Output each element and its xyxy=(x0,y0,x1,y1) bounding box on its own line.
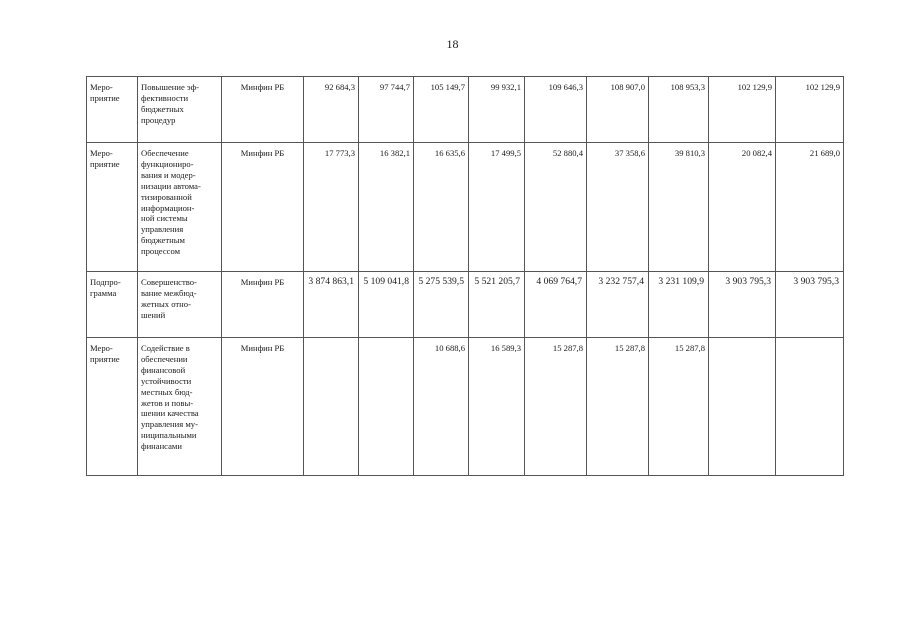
executor-cell xyxy=(222,143,304,272)
value-cell: 102 129,9 xyxy=(776,77,844,143)
row-type-cell xyxy=(87,77,138,143)
value-cell: 3 232 757,4 xyxy=(587,272,649,338)
value-cell: 17 499,5 xyxy=(469,143,525,272)
value-cell: 108 907,0 xyxy=(587,77,649,143)
value-cell: 16 382,1 xyxy=(359,143,414,272)
row-name-cell-text: Совершенство- вание межбюд- жетных отно- шений xyxy=(141,277,197,320)
value-cell: 5 109 041,8 xyxy=(359,272,414,338)
budget-table xyxy=(86,76,844,476)
row-type-cell-text: Подпро- грамма xyxy=(90,277,121,298)
value-cell: 17 773,3 xyxy=(304,143,359,272)
row-type-cell xyxy=(87,143,138,272)
value-cell xyxy=(304,338,359,476)
value-cell: 99 932,1 xyxy=(469,77,525,143)
value-cell: 39 810,3 xyxy=(649,143,709,272)
value-cell: 52 880,4 xyxy=(525,143,587,272)
page-number: 18 xyxy=(446,37,459,51)
value-cell: 16 635,6 xyxy=(414,143,469,272)
row-name-cell xyxy=(138,338,222,476)
value-cell: 102 129,9 xyxy=(709,77,776,143)
executor-cell-text: Минфин РБ xyxy=(240,148,285,158)
value-cell: 109 646,3 xyxy=(525,77,587,143)
value-cell xyxy=(709,338,776,476)
value-cell xyxy=(359,338,414,476)
executor-cell-text: Минфин РБ xyxy=(240,277,285,287)
table-row xyxy=(87,77,844,143)
table-row xyxy=(87,272,844,338)
row-name-cell xyxy=(138,77,222,143)
value-cell: 108 953,3 xyxy=(649,77,709,143)
value-cell: 15 287,8 xyxy=(525,338,587,476)
table-row xyxy=(87,338,844,476)
value-cell: 5 275 539,5 xyxy=(414,272,469,338)
row-name-cell-text: Содействие в обеспечении финансовой устойчивости местных бюд- жетов и повы- шении качества управления му- ниципальными финансами xyxy=(141,343,199,452)
value-cell: 15 287,8 xyxy=(587,338,649,476)
value-cell xyxy=(776,338,844,476)
value-cell: 3 231 109,9 xyxy=(649,272,709,338)
value-cell: 10 688,6 xyxy=(414,338,469,476)
table-body xyxy=(87,77,844,476)
row-type-cell xyxy=(87,338,138,476)
value-cell: 3 874 863,1 xyxy=(304,272,359,338)
executor-cell-text: Минфин РБ xyxy=(240,343,285,353)
executor-cell-text: Минфин РБ xyxy=(240,82,285,92)
row-type-cell-text: Меро- приятие xyxy=(90,343,120,364)
value-cell: 97 744,7 xyxy=(359,77,414,143)
value-cell: 15 287,8 xyxy=(649,338,709,476)
row-name-cell-text: Повышение эф- фективности бюджетных процедур xyxy=(141,82,199,125)
row-type-cell-text: Меро- приятие xyxy=(90,148,120,169)
value-cell: 92 684,3 xyxy=(304,77,359,143)
row-name-cell xyxy=(138,272,222,338)
value-cell: 37 358,6 xyxy=(587,143,649,272)
value-cell: 3 903 795,3 xyxy=(776,272,844,338)
row-type-cell xyxy=(87,272,138,338)
executor-cell xyxy=(222,272,304,338)
value-cell: 3 903 795,3 xyxy=(709,272,776,338)
value-cell: 21 689,0 xyxy=(776,143,844,272)
value-cell: 5 521 205,7 xyxy=(469,272,525,338)
executor-cell xyxy=(222,77,304,143)
value-cell: 16 589,3 xyxy=(469,338,525,476)
value-cell: 4 069 764,7 xyxy=(525,272,587,338)
executor-cell xyxy=(222,338,304,476)
row-name-cell xyxy=(138,143,222,272)
row-type-cell-text: Меро- приятие xyxy=(90,82,120,103)
value-cell: 105 149,7 xyxy=(414,77,469,143)
value-cell: 20 082,4 xyxy=(709,143,776,272)
table-row xyxy=(87,143,844,272)
row-name-cell-text: Обеспечение функциониро- вания и модер- низации автома- тизированной информацион- ной системы управления бюджетным процессом xyxy=(141,148,201,257)
